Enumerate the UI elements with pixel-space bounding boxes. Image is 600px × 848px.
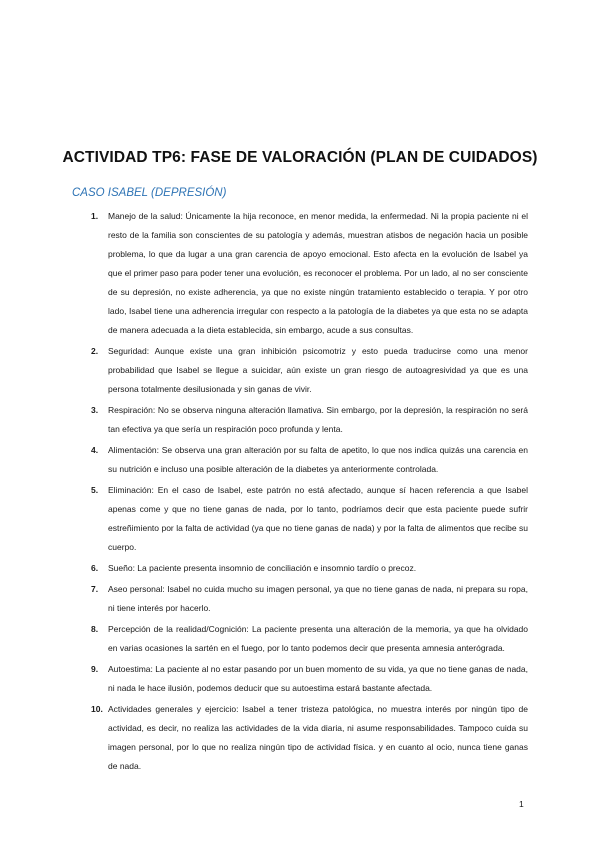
list-item (72, 620, 528, 658)
list-item (72, 700, 528, 776)
item-number: 8. (91, 624, 99, 634)
item-text: Aseo personal: Isabel no cuida mucho su imagen personal, ya que no tiene ganas de nada, ni prepara su ropa, ni tiene interés por hacerlo. (108, 584, 528, 613)
item-number: 4. (91, 445, 99, 455)
list-item (72, 441, 528, 479)
item-text: Alimentación: Se observa una gran alteración por su falta de apetito, lo que nos indica quizás una carencia en su nutrición e incluso una posible alteración de la diabetes ya anteriormente controlada. (108, 445, 528, 474)
item-number: 5. (91, 485, 99, 495)
item-text: Percepción de la realidad/Cognición: La paciente presenta una alteración de la memoria, ya que ha olvidado en varias ocasiones la sartén en el fuego, por lo tanto podemos decir que presenta amnesia anterógrada. (108, 624, 528, 653)
item-text: Eliminación: En el caso de Isabel, este patrón no está afectado, aunque sí hacen referencia a que Isabel apenas come y que no tiene ganas de nada, por lo tanto, podríamos decir que esta paciente puede sufrir estreñimiento por la falta de actividad (ya que no tiene ganas de nada) y por la falta de alimentos que recibe su cuerpo. (108, 485, 528, 552)
item-number: 3. (91, 405, 99, 415)
item-text: Sueño: La paciente presenta insomnio de conciliación e insomnio tardío o precoz. (108, 563, 417, 573)
item-text: Autoestima: La paciente al no estar pasando por un buen momento de su vida, ya que no tiene ganas de nada, ni nada le hace ilusión, podemos deducir que su autoestima estará bastante afectada. (108, 664, 528, 693)
list-item (72, 559, 528, 578)
list-item (72, 580, 528, 618)
item-text: Respiración: No se observa ninguna alteración llamativa. Sin embargo, por la depresión, la respiración no será tan efectiva ya que sería un respiración poco profunda y lenta. (108, 405, 528, 434)
page-number: 1 (519, 799, 524, 809)
item-text: Actividades generales y ejercicio: Isabel a tener tristeza patológica, no muestra interés por ningún tipo de actividad, es decir, no realiza las actividades de la vida diaria, ni asume responsabilidades. Tampoco cuida su imagen personal, por lo que no realiza ningún tipo de actividad física. y en cuanto al ocio, nunca tiene ganas de nada. (108, 704, 528, 771)
item-number: 7. (91, 584, 99, 594)
list-item (72, 342, 528, 399)
list-item (72, 481, 528, 557)
item-text: Manejo de la salud: Únicamente la hija reconoce, en menor medida, la enfermedad. Ni la propia paciente ni el resto de la familia son conscientes de su patología y además, muestran atisbos de negación hacia un posible problema, lo que da lugar a una gran carencia de apoyo emocional. Esto afecta en la evolución de Isabel ya que el primer paso para poder tener una evolución, es reconocer el problema. Por un lado, al no ser consciente de su depresión, no existe adherencia, ya que no existe ningún tratamiento establecido o terapia. Y por otro lado, Isabel tiene una adherencia irregular con respecto a la patología de la diabetes ya que esta no se adapta de manera adecuada a la dieta establecida, sin embargo, acude a sus consultas. (108, 211, 528, 335)
item-number: 9. (91, 664, 99, 674)
item-number: 2. (91, 346, 99, 356)
item-text: Seguridad: Aunque existe una gran inhibición psicomotriz y esto pueda traducirse como una menor probabilidad que Isabel se llegue a suicidar, aún existe un gran riesgo de autoagresividad ya que es una persona totalmente desilusionada y sin ganas de vivir. (108, 346, 528, 394)
assessment-list (72, 207, 528, 778)
case-subtitle: CASO ISABEL (DEPRESIÓN) (72, 187, 227, 199)
list-item (72, 660, 528, 698)
list-item (72, 207, 528, 340)
item-number: 10. (91, 704, 103, 714)
item-number: 6. (91, 563, 99, 573)
document-title: ACTIVIDAD TP6: FASE DE VALORACIÓN (PLAN DE CUIDADOS) (62, 149, 538, 166)
item-number: 1. (91, 211, 99, 221)
list-item (72, 401, 528, 439)
